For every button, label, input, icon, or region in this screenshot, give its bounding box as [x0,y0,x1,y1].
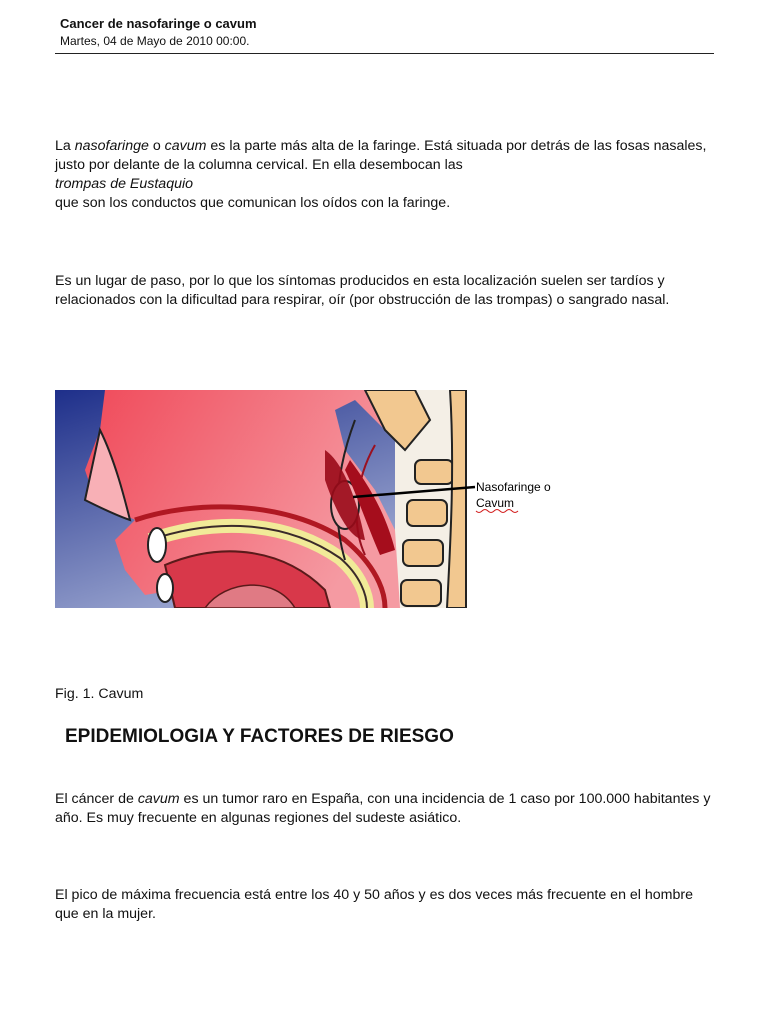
intro-paragraph-1: La nasofaringe o cavum es la parte más alta de la faringe. Está situada por detrás de las fosas nasales, justo por delante de la columna cervical. En ella desembocan las trompas de Eustaquio que son los conductos que comunican los oídos con la faringe. [55,138,707,211]
term-cavum: cavum [137,791,180,807]
term-trompas: trompas de Eustaquio [55,176,194,192]
figure-label-line2: Cavum [476,496,515,510]
figure-label-line1: Nasofaringe o [476,480,551,494]
figure-caption: Fig. 1. Cavum [55,686,144,702]
epidemiology-paragraph-1: El cáncer de cavum es un tumor raro en España, con una incidencia de 1 caso por 100.000 habitantes y año. Es muy frecuente en algunas regiones del sudeste asiático. [55,791,711,826]
page-title: Cancer de nasofaringe o cavum [60,16,257,31]
cavum-anatomy-figure [55,390,575,608]
term-cavum: cavum [164,138,207,154]
section-heading-epidemiology: EPIDEMIOLOGIA Y FACTORES DE RIESGO [65,726,454,747]
intro-paragraph-2: Es un lugar de paso, por lo que los síntomas producidos en esta localización suelen ser tardíos y relacionados con la dificultad para respirar, oír (por obstrucción de las trompas) o sangrado nasal. [55,273,670,308]
anatomy-illustration [55,390,575,608]
header-divider [55,53,714,54]
epidemiology-paragraph-2: El pico de máxima frecuencia está entre los 40 y 50 años y es dos veces más frecuente en el hombre que en la mujer. [55,887,693,922]
term-nasofaringe: nasofaringe [74,138,149,154]
publish-date: Martes, 04 de Mayo de 2010 00:00. [60,34,250,48]
